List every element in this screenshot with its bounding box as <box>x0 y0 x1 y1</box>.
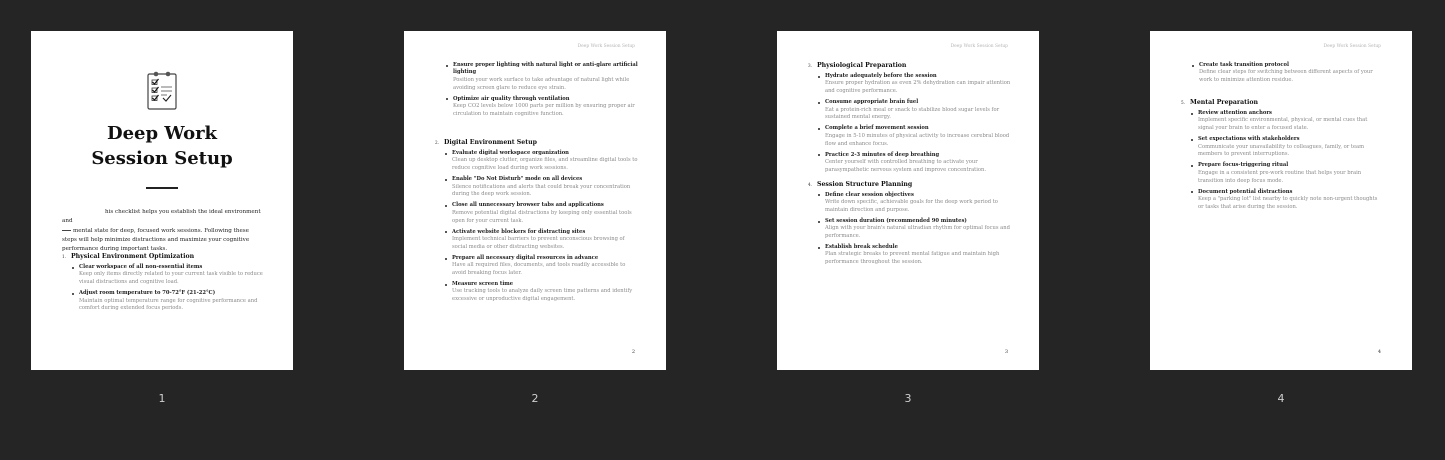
item-desc: Clean up desktop clutter, organize files, and streamline digital tools to reduce cognitive load during work sessions. <box>452 157 638 172</box>
page-content <box>1181 99 1384 218</box>
item-title: Optimize air quality through ventilation <box>453 95 570 102</box>
page-content <box>445 62 638 125</box>
item-desc: Keep only items directly related to your current task visible to reduce visual distractions and cognitive load. <box>79 271 263 286</box>
item-title: Activate website blockers for distracting sites <box>452 228 586 235</box>
item-title: Complete a brief movement session <box>825 125 929 132</box>
checklist-item <box>444 202 638 225</box>
title-line-1: Deep Work <box>106 123 218 144</box>
item-desc: Have all required files, documents, and tools readily accessible to avoid breaking focus later. <box>452 262 626 276</box>
checklist <box>1191 62 1384 85</box>
checklist-item <box>445 62 638 92</box>
section-heading <box>62 253 265 260</box>
page-content <box>62 253 265 319</box>
running-header: Deep Work Session Setup <box>577 44 635 49</box>
item-title: Prepare all necessary digital resources in advance <box>452 254 599 261</box>
checklist-item <box>1190 110 1384 133</box>
item-desc: Implement specific environmental, physical, or mental cues that signal your brain to enter a focused state. <box>1198 117 1368 132</box>
section-number: 2. <box>435 140 439 145</box>
item-desc: Define clear steps for switching between different aspects of your work to minimize attention residue. <box>1199 69 1373 84</box>
checklist-item <box>444 281 638 304</box>
item-title: Hydrate adequately before the session <box>825 73 937 79</box>
section-title: Session Structure Planning <box>817 180 913 188</box>
checklist-item <box>817 99 1011 122</box>
title-line-2: Session Setup <box>91 148 233 169</box>
checklist <box>444 150 638 304</box>
checklist-item <box>817 244 1011 267</box>
clipboard-checklist-icon <box>145 69 179 111</box>
section-number: 1. <box>62 254 66 259</box>
item-title: Close all unnecessary browser tabs and applications <box>452 202 604 209</box>
running-header: Deep Work Session Setup <box>1323 44 1381 49</box>
item-desc: Position your work surface to take advantage of natural light while avoiding screen glare to reduce eye strain. <box>453 76 630 91</box>
drop-cap-placeholder <box>62 230 71 231</box>
checklist-item <box>817 125 1011 148</box>
item-desc: Center yourself with controlled breathing to activate your parasympathetic nervous system and improve concentration. <box>825 158 987 173</box>
section-title: Physiological Preparation <box>817 62 907 69</box>
checklist <box>1190 110 1384 212</box>
item-title: Measure screen time <box>452 280 514 287</box>
item-desc: Implement technical barriers to prevent unconscious browsing of social media or other distracting websites. <box>452 235 625 250</box>
item-desc: Engage in a consistent pre-work routine that helps your brain transition into deep focus mode. <box>1198 169 1362 184</box>
page-label-1[interactable]: 1 <box>158 392 166 405</box>
section-number: 5. <box>1181 100 1185 105</box>
page-content <box>1191 62 1384 91</box>
section-title: Physical Environment Optimization <box>71 253 195 260</box>
document-title <box>31 121 293 171</box>
item-desc: Keep CO2 levels below 1000 parts per million by ensuring proper air circulation to maintain cognitive function. <box>453 103 635 117</box>
page-label-4[interactable]: 4 <box>1277 392 1285 405</box>
section-heading <box>808 62 1011 69</box>
checklist-item <box>817 192 1011 215</box>
checklist-item <box>817 152 1011 175</box>
checklist-item <box>1191 62 1384 85</box>
checklist-item <box>817 73 1011 96</box>
checklist-item <box>71 264 265 287</box>
intro-line: mental state for deep, focused work sessions. Following these <box>73 227 249 234</box>
item-title: Clear workspace of all non-essential items <box>79 264 203 270</box>
item-desc: Align with your brain's natural ultradian rhythm for optimal focus and performance. <box>825 225 1010 239</box>
checklist-item <box>444 255 638 278</box>
page-thumbnail-3[interactable] <box>777 31 1039 370</box>
checklist-item <box>1190 162 1384 185</box>
item-title: Create task transition protocol <box>1199 62 1289 68</box>
item-desc: Engage in 5-10 minutes of physical activity to increase cerebral blood flow and enhance focus. <box>825 132 1010 147</box>
page-label-3[interactable]: 3 <box>904 392 912 405</box>
item-title: Evaluate digital workspace organization <box>452 150 569 156</box>
page-content <box>435 139 638 310</box>
checklist <box>445 62 638 119</box>
checklist <box>817 73 1011 175</box>
item-title: Prepare focus-triggering ritual <box>1198 162 1289 169</box>
item-desc: Remove potential digital distractions by keeping only essential tools open for your current task. <box>452 209 632 224</box>
item-desc: Silence notifications and alerts that could break your concentration during the deep work session. <box>452 183 631 198</box>
checklist <box>71 264 265 313</box>
checklist-item <box>444 150 638 173</box>
checklist-item <box>444 229 638 252</box>
item-title: Practice 2-3 minutes of deep breathing <box>825 151 940 158</box>
section-heading <box>435 139 638 146</box>
section-number: 3. <box>808 63 812 68</box>
item-desc: Communicate your unavailability to colleagues, family, or team members to prevent interruptions. <box>1198 143 1365 158</box>
page-thumbnail-2[interactable] <box>404 31 666 370</box>
section-title: Digital Environment Setup <box>444 139 537 146</box>
item-desc: Ensure proper hydration as even 2% dehydration can impair attention and cognitive performance. <box>825 80 1011 95</box>
item-title: Document potential distractions <box>1198 188 1293 195</box>
item-title: Enable "Do Not Disturb" mode on all devices <box>452 176 583 183</box>
item-title: Consume appropriate brain fuel <box>825 99 919 106</box>
checklist <box>817 192 1011 267</box>
page-label-2[interactable]: 2 <box>531 392 539 405</box>
item-title: Set expectations with stakeholders <box>1198 136 1300 143</box>
checklist-item <box>444 176 638 199</box>
page-number: 4 <box>1377 349 1381 355</box>
checklist-item <box>817 218 1011 241</box>
intro-line: his checklist helps you establish the ideal environment and <box>62 209 261 225</box>
intro-line: steps will help minimize distractions and maximize your cognitive <box>62 236 250 243</box>
checklist-item <box>71 290 265 313</box>
page-number: 3 <box>1004 349 1008 355</box>
item-title: Adjust room temperature to 70-72°F (21-22°C) <box>79 290 216 297</box>
item-desc: Maintain optimal temperature range for cognitive performance and comfort during extended focus periods. <box>79 297 258 312</box>
page-thumbnail-4[interactable] <box>1150 31 1412 370</box>
item-desc: Eat a protein-rich meal or snack to stabilize blood sugar levels for sustained mental energy. <box>825 106 1000 121</box>
item-title: Define clear session objectives <box>825 191 914 198</box>
checklist-item <box>1190 189 1384 212</box>
checklist-item <box>1190 136 1384 159</box>
page-content <box>808 62 1011 273</box>
item-desc: Use tracking tools to analyze daily screen time patterns and identify excessive or unproductive digital engagement. <box>452 288 633 303</box>
page-number: 2 <box>631 349 635 355</box>
item-title: Establish break schedule <box>825 243 898 250</box>
item-desc: Plan strategic breaks to prevent mental fatigue and maintain high performance throughout the session. <box>825 251 1000 266</box>
item-title: Ensure proper lighting with natural light or anti-glare artificial lighting <box>453 62 638 76</box>
item-desc: Write down specific, achievable goals for the deep work period to maintain direction and purpose. <box>825 198 998 213</box>
section-number: 4. <box>808 181 812 187</box>
item-desc: Keep a "parking lot" list nearby to quickly note non-urgent thoughts or tasks that arise during the session. <box>1198 195 1378 210</box>
page-thumbnail-1[interactable] <box>31 31 293 370</box>
checklist-item <box>445 96 638 119</box>
intro-line: performance during important tasks. <box>62 246 168 253</box>
section-heading <box>808 181 1011 188</box>
item-title: Review attention anchors <box>1198 110 1272 116</box>
section-heading <box>1181 99 1384 106</box>
intro-paragraph <box>62 208 263 254</box>
item-title: Set session duration (recommended 90 minutes) <box>825 217 967 224</box>
section-title: Mental Preparation <box>1190 99 1258 106</box>
title-divider <box>146 187 178 189</box>
running-header: Deep Work Session Setup <box>950 44 1008 49</box>
